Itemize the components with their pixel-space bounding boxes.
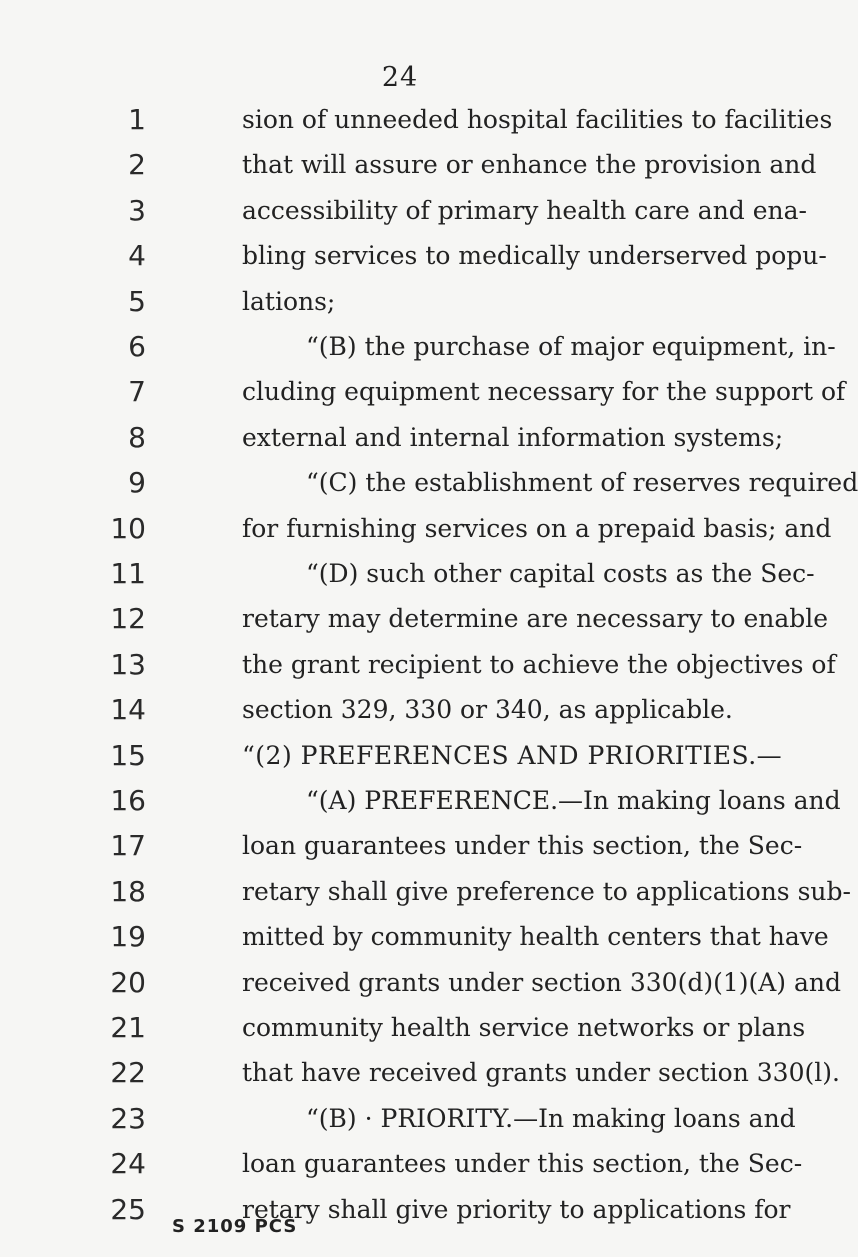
text-line: that will assure or enhance the provision and	[242, 150, 817, 180]
line-number: 25	[110, 1192, 146, 1226]
line-number: 23	[110, 1101, 146, 1135]
line-number: 6	[128, 330, 146, 363]
line-number: 14	[110, 693, 146, 727]
text-line: “(C) the establishment of reserves required	[306, 468, 858, 498]
text-line: section 329, 330 or 340, as applicable.	[242, 695, 733, 725]
text-line: received grants under section 330(d)(1)(A) and	[242, 967, 842, 997]
line-number: 9	[128, 466, 146, 500]
text-line: that have received grants under section 330(l).	[242, 1058, 840, 1088]
text-line: retary shall give priority to applications for	[242, 1194, 791, 1224]
line-number: 5	[128, 284, 146, 318]
section-heading: “(2) PREFERENCES AND PRIORITIES.—	[242, 740, 783, 770]
line-number: 18	[110, 874, 146, 908]
line-number: 21	[110, 1011, 146, 1044]
text-line: loan guarantees under this section, the Sec-	[242, 1149, 803, 1179]
line-number: 12	[110, 602, 146, 636]
text-line: bling services to medically underserved popu-	[242, 241, 827, 271]
text-line: “(B) · PRIORITY.—In making loans and	[306, 1103, 796, 1133]
line-number: 10	[110, 511, 146, 545]
text-line: community health service networks or plans	[242, 1013, 806, 1042]
text-line: “(B) the purchase of major equipment, in-	[306, 332, 836, 361]
line-number: 17	[110, 829, 146, 863]
line-number: 16	[110, 784, 146, 817]
text-line: accessibility of primary health care and ena-	[242, 195, 807, 225]
line-number: 3	[128, 193, 146, 227]
text-line: for furnishing services on a prepaid basis; and	[242, 513, 832, 543]
text-line: retary shall give preference to applications sub-	[242, 876, 851, 906]
text-line: the grant recipient to achieve the objectives of	[242, 649, 836, 679]
line-number: 2	[128, 148, 146, 182]
text-line: loan guarantees under this section, the Sec-	[242, 831, 803, 861]
line-number: 20	[110, 965, 146, 999]
line-number: 8	[128, 420, 146, 454]
line-number: 1	[128, 103, 146, 136]
line-number: 15	[110, 738, 146, 772]
page-number: 24	[381, 62, 419, 93]
text-line: cluding equipment necessary for the support of	[242, 377, 846, 407]
text-line: mitted by community health centers that have	[242, 922, 829, 952]
text-line: “(D) such other capital costs as the Sec-	[306, 559, 815, 588]
line-number: 13	[110, 647, 146, 681]
line-number: 19	[110, 920, 146, 954]
line-number: 4	[128, 239, 146, 273]
bill-identifier-footer: S 2109 PCS	[172, 1216, 298, 1237]
text-line: “(A) PREFERENCE.—In making loans and	[306, 786, 841, 815]
text-line: external and internal information systems;	[242, 422, 784, 452]
text-line: retary may determine are necessary to enable	[242, 604, 829, 634]
line-number: 11	[110, 557, 146, 590]
line-number: 7	[128, 375, 146, 409]
line-number: 22	[110, 1056, 146, 1090]
text-line: sion of unneeded hospital facilities to facilities	[242, 105, 833, 134]
line-number: 24	[110, 1147, 146, 1181]
text-line: lations;	[242, 286, 336, 316]
